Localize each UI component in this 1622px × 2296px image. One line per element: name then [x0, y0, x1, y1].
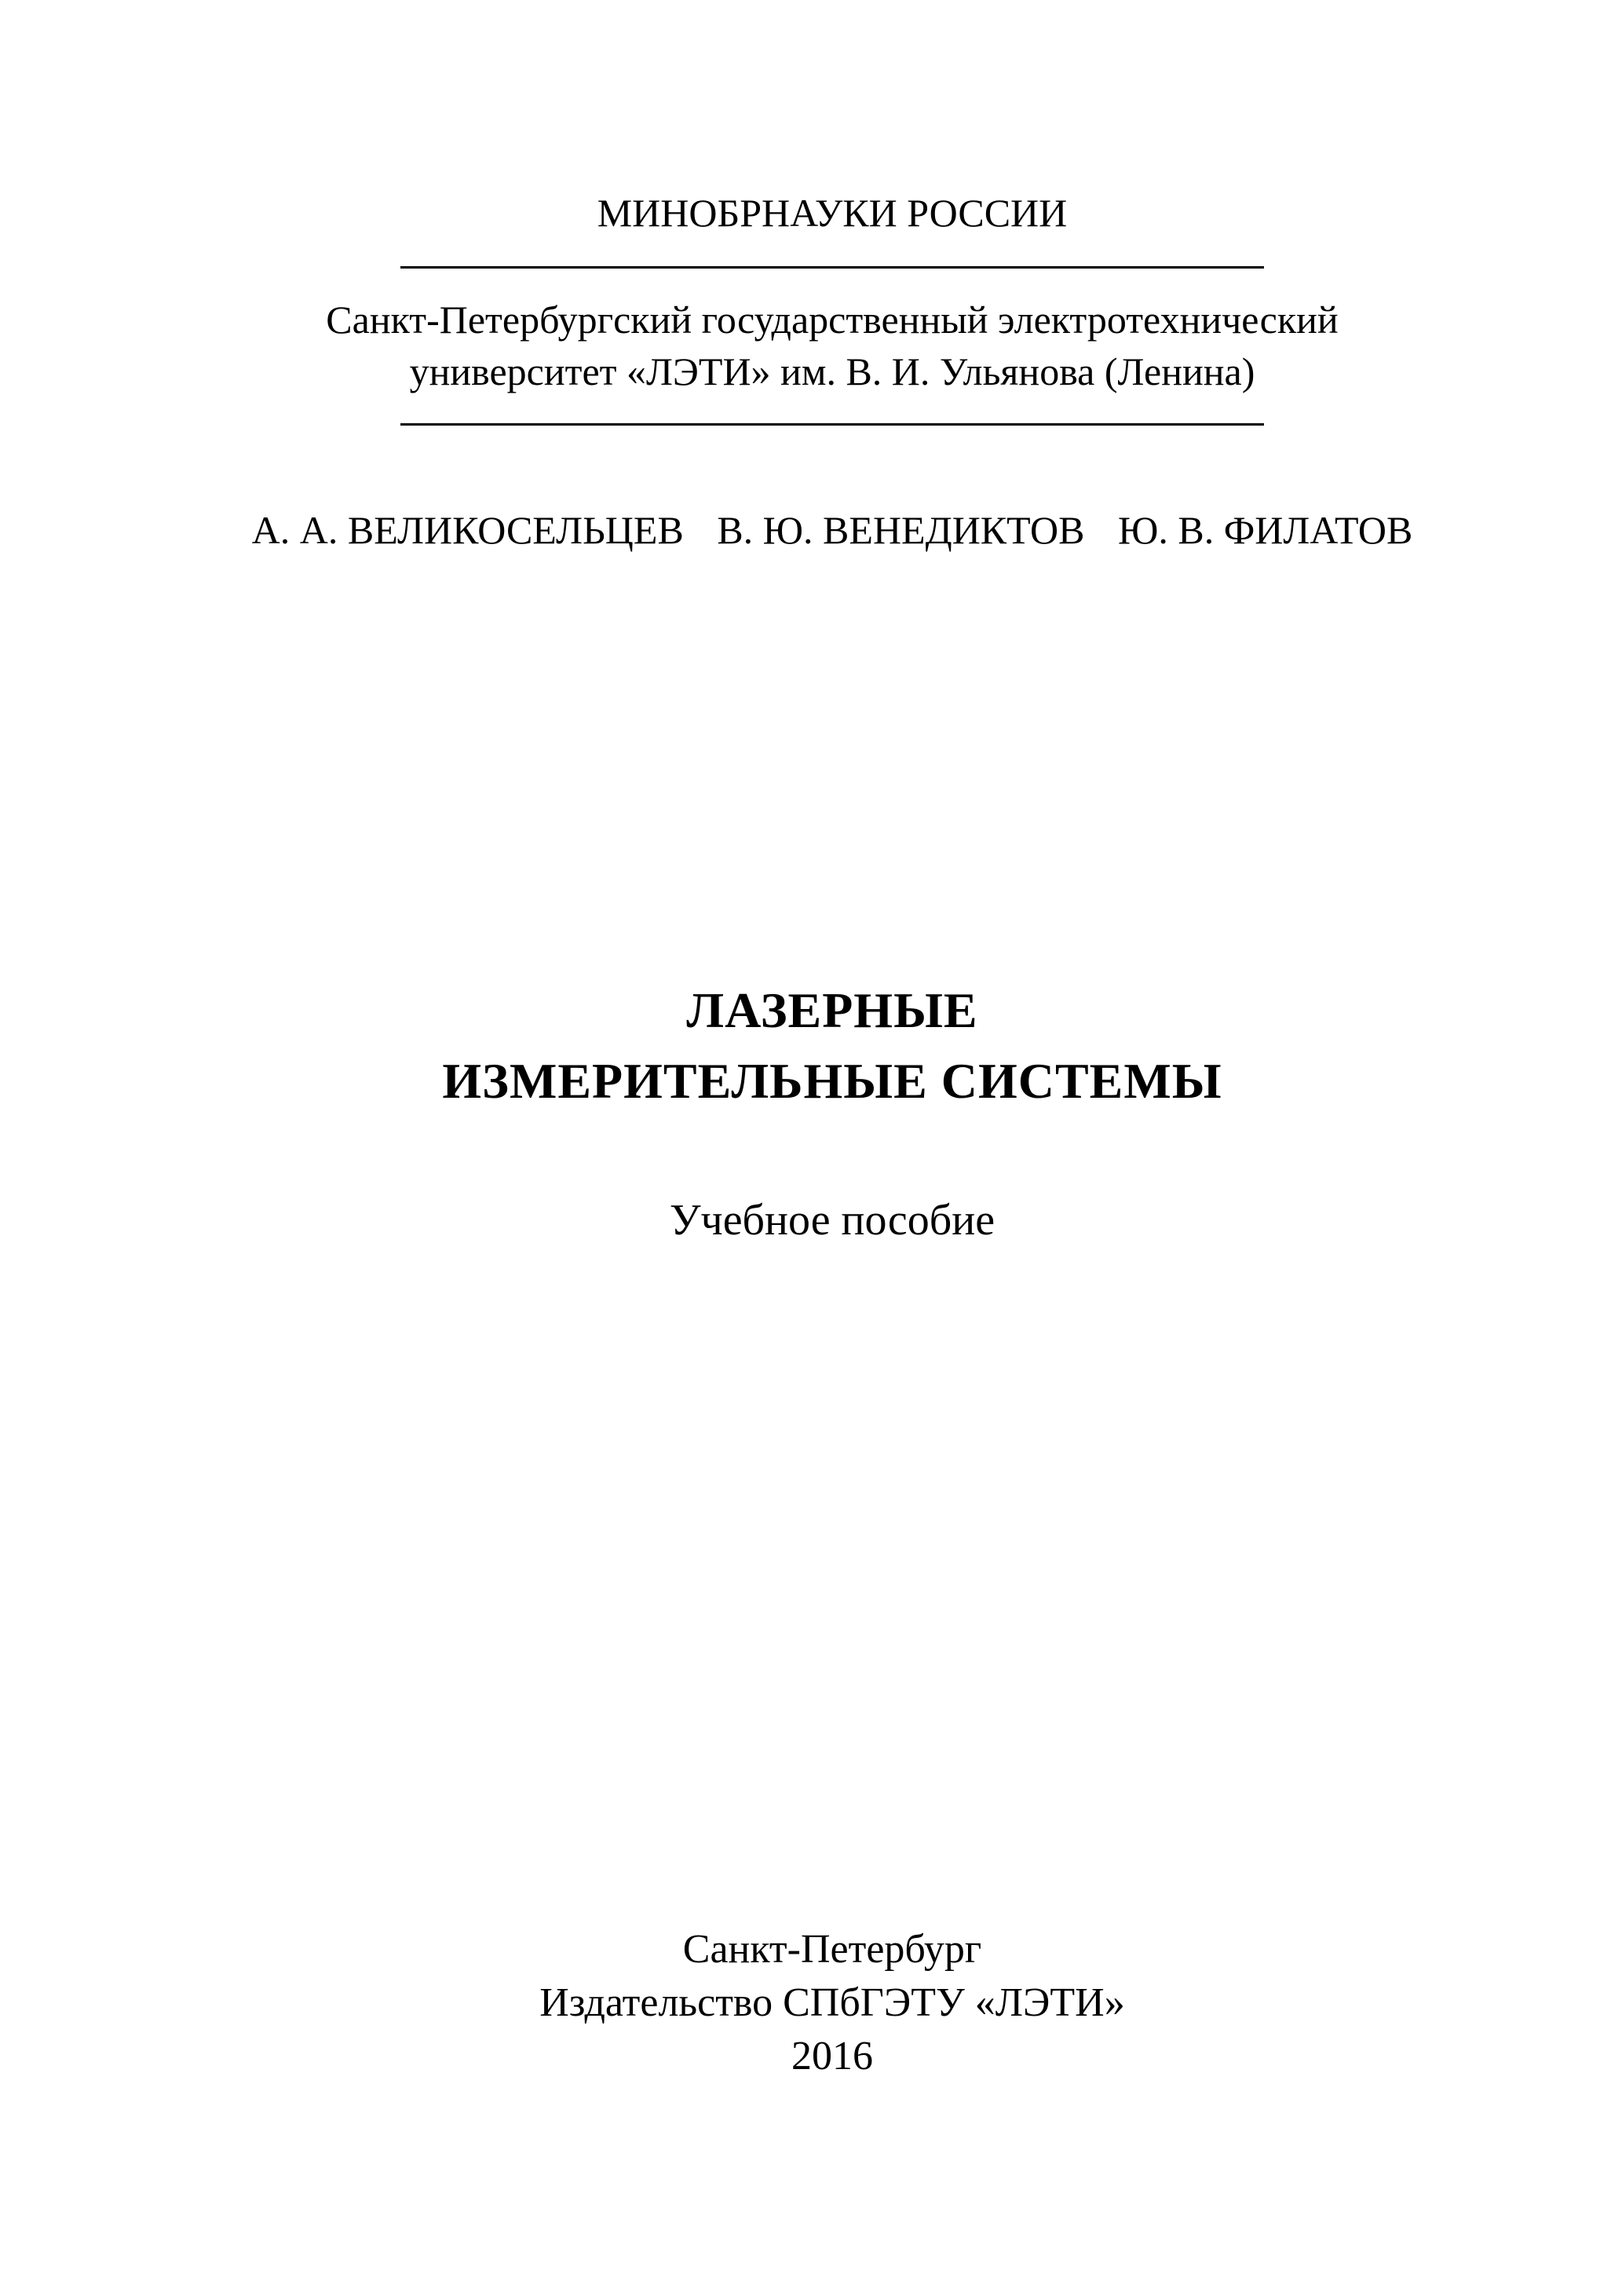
book-title-line2: ИЗМЕРИТЕЛЬНЫЕ СИСТЕМЫ [442, 1053, 1222, 1109]
imprint-city: Санкт-Петербург [682, 1927, 982, 1972]
book-subtitle: Учебное пособие [669, 1196, 995, 1245]
university-name-line2: университет «ЛЭТИ» им. В. И. Ульянова (Ленина) [409, 349, 1255, 393]
ministry-heading: МИНОБРНАУКИ РОССИИ [597, 191, 1068, 235]
university-name [42, 294, 1622, 397]
university-name-line1: Санкт-Петербургский государственный электротехнический [326, 298, 1339, 342]
book-title-line1: ЛАЗЕРНЫЕ [686, 982, 978, 1038]
author-name-1: А. А. ВЕЛИКОСЕЛЬЦЕВ [251, 508, 684, 552]
author-name-2: В. Ю. ВЕНЕДИКТОВ [717, 508, 1085, 552]
book-title [42, 975, 1622, 1117]
imprint-year: 2016 [791, 2034, 873, 2078]
separator-line-top [400, 266, 1264, 269]
imprint-publisher: Издательство СПбГЭТУ «ЛЭТИ» [539, 1980, 1125, 2025]
separator-line-bottom [400, 423, 1264, 426]
author-name-3: Ю. В. ФИЛАТОВ [1118, 508, 1413, 552]
title-page-content [42, 0, 1622, 2296]
imprint-block [42, 1923, 1622, 2083]
authors-line [42, 506, 1622, 554]
